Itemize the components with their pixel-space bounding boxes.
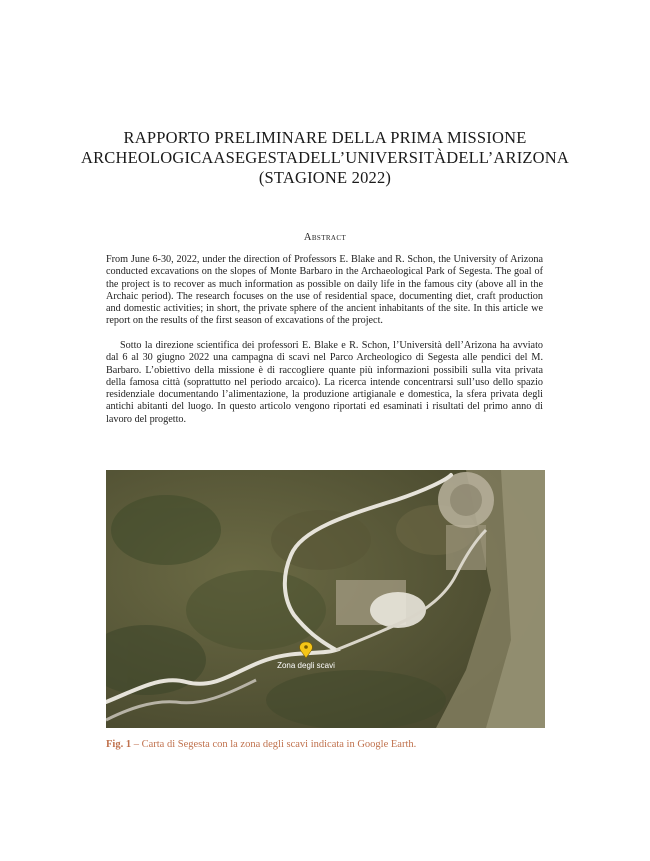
- title-line-1: RAPPORTO PRELIMINARE DELLA PRIMA MISSIONE: [123, 128, 527, 147]
- caption-text: – Carta di Segesta con la zona degli scavi indicata in Google Earth.: [131, 739, 417, 750]
- satellite-map-image: [106, 470, 545, 728]
- caption-label: Fig. 1: [106, 739, 132, 750]
- figure-caption: [106, 739, 416, 750]
- pin-label: Zona degli scavi: [277, 661, 335, 670]
- title-line-3: (STAGIONE 2022): [258, 168, 392, 187]
- satellite-map-figure: [106, 470, 545, 728]
- temple-structure: [446, 525, 486, 570]
- abstract-italian: Sotto la direzione scientifica dei professori E. Blake e R. Schon, l’Università dell’Arizona ha avviato dal 6 al 30 giugno 2022 una campagna di scavi nel Parco Archeologico di Segesta alle pendici del M. Barbaro. L’obiettivo della missione è di raccogliere quante più informazioni possibili sulla vita privata della famosa città (soprattutto nel periodo arcaico). La ricerca intende concentrarsi sull’uso dello spazio residenziale documentando l’alimentazione, la produzione artigianale e domestica, la sfera privata degli antichi abitanti del luogo. In questo articolo vengono riportati ed esaminati i risultati del primo anno di lavoro del progetto.: [106, 340, 543, 425]
- abstract-english: From June 6-30, 2022, under the direction of Professors E. Blake and R. Schon, the University of Arizona conducted excavations on the slopes of Monte Barbaro in the Archaeological Park of Segesta. The goal of the project is to recover as much information as possible on daily life in the famous city (above all in the Archaic period). The research focuses on the use of residential space, documenting diet, craft production and domestic activities; in short, the private sphere of the ancient inhabitants of the site. In this article we report on the results of the first season of excavations of the project.: [106, 254, 543, 327]
- title-line-2: ARCHEOLOGICAASEGESTADELL’UNIVERSITÀDELL’ARIZONA: [80, 148, 570, 167]
- paper-title: [60, 128, 590, 188]
- abstract-heading: Abstract: [303, 232, 347, 243]
